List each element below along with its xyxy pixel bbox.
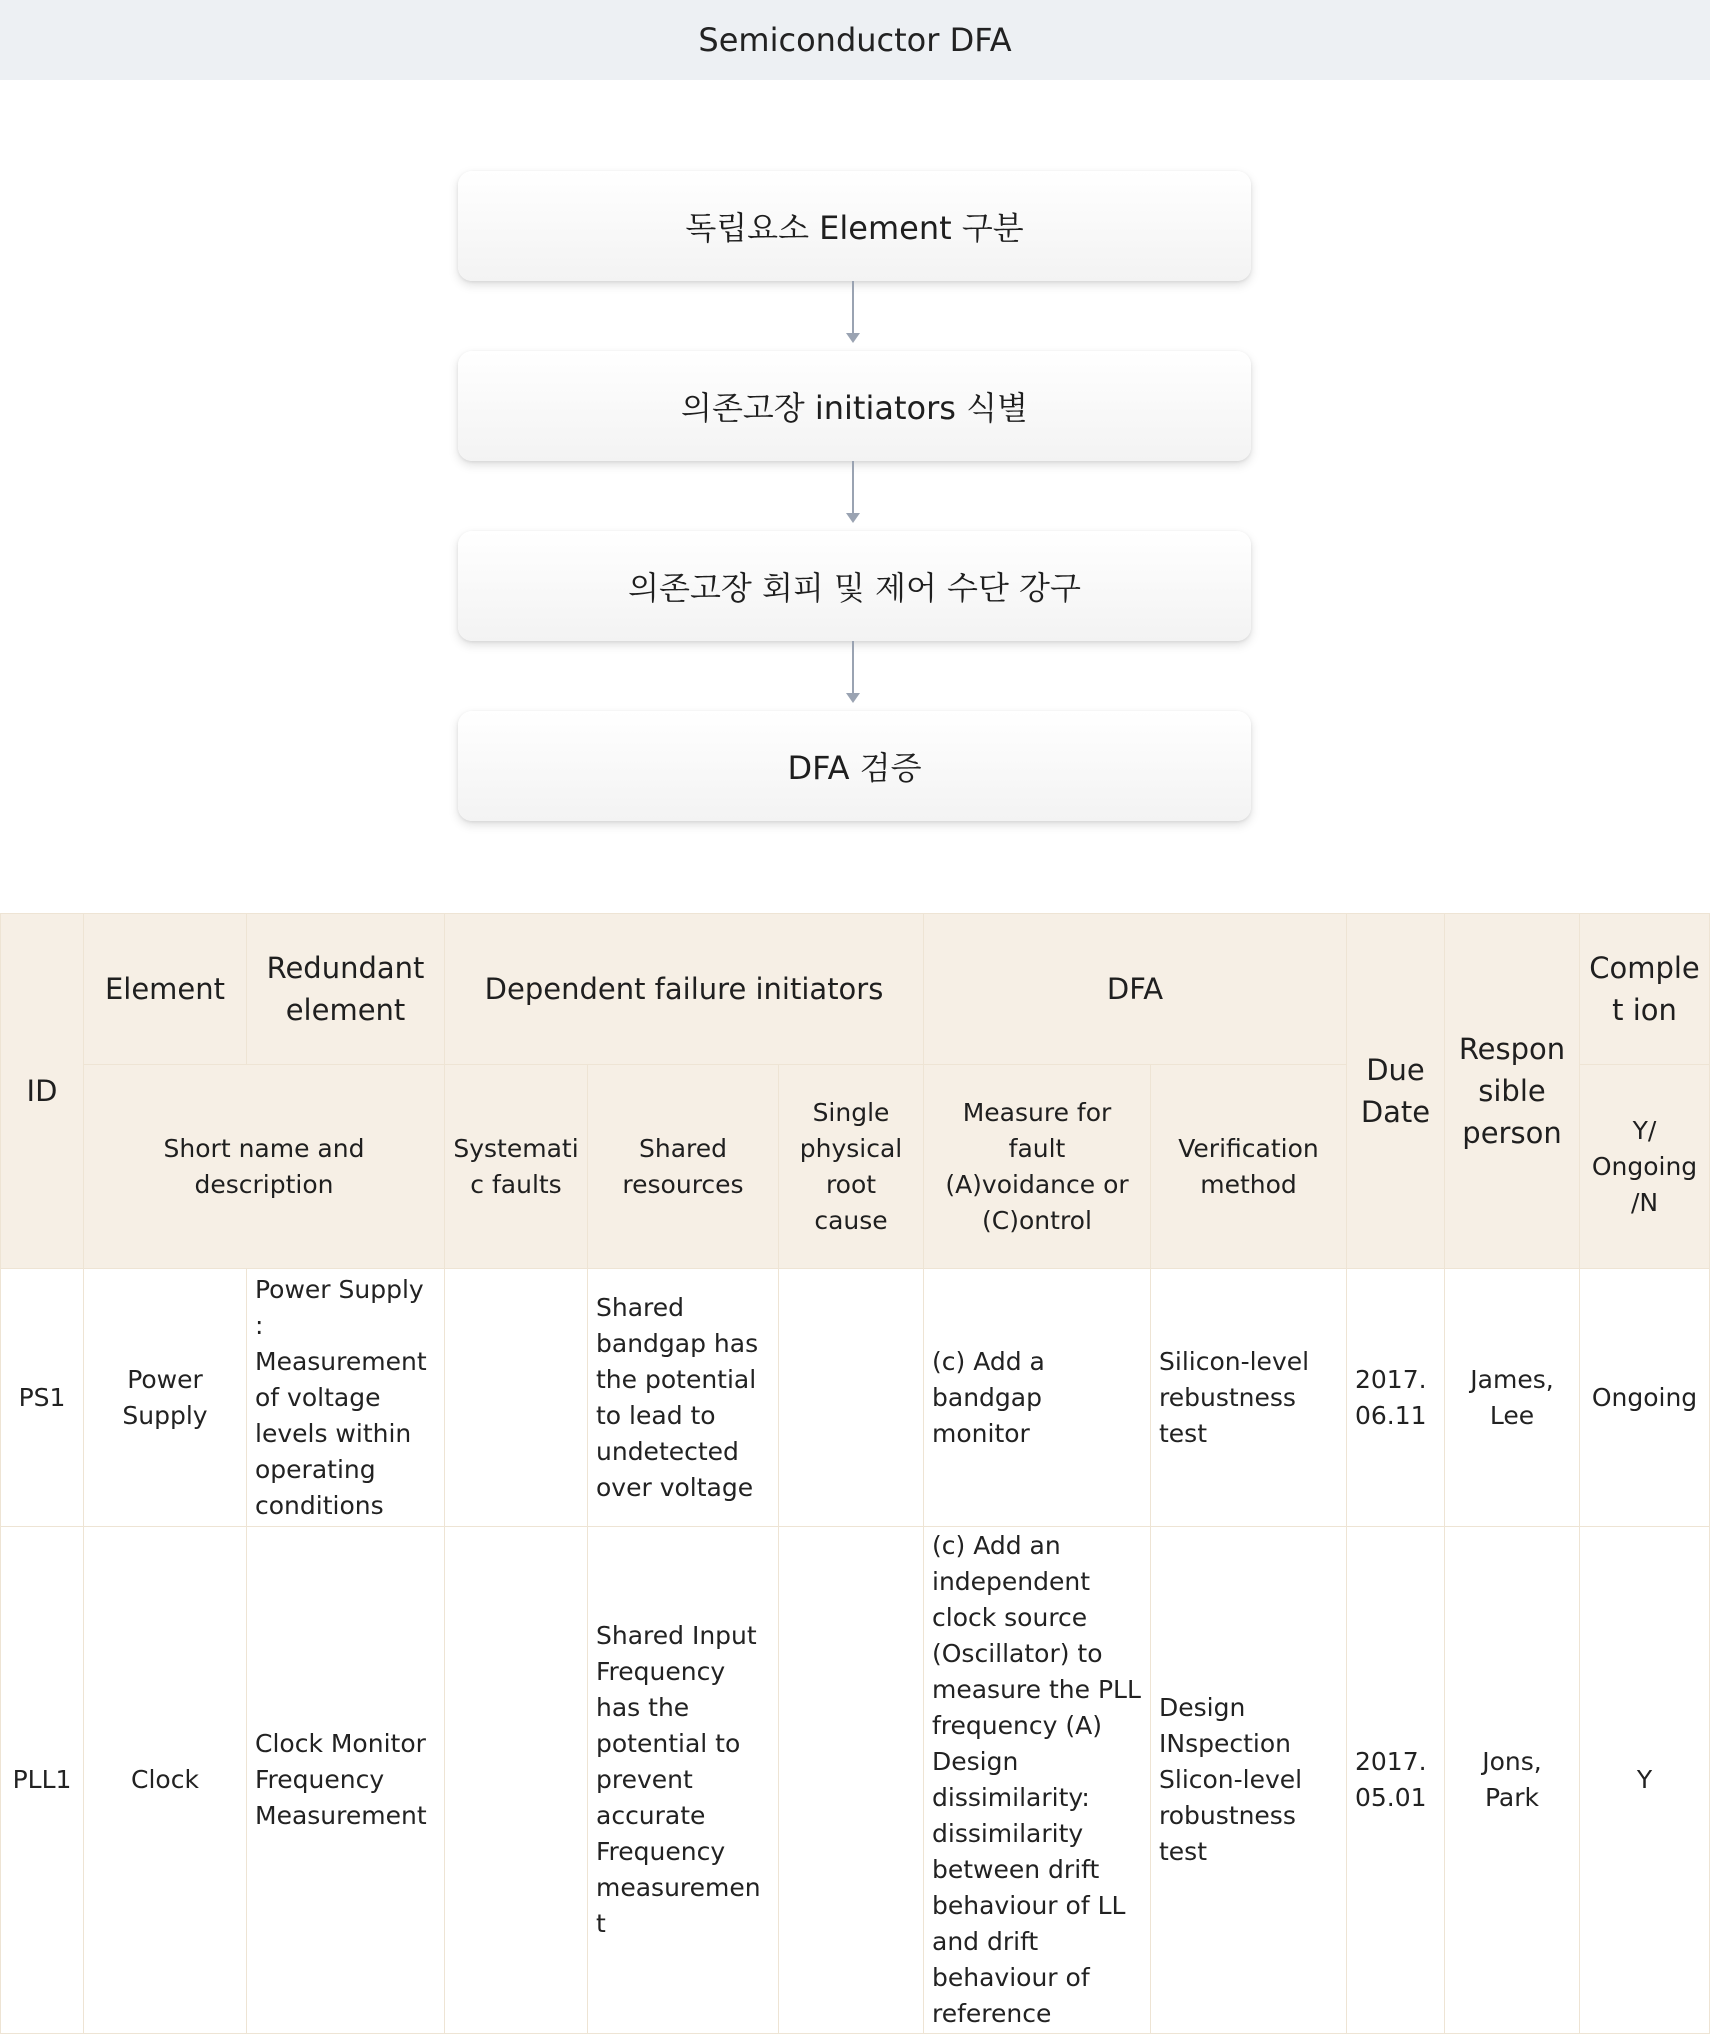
flow-step-initiator-identification: 의존고장 initiators 식별 xyxy=(458,351,1251,461)
cell-responsible-person: James, Lee xyxy=(1445,1269,1580,1527)
header-systematic-faults: Systematic faults xyxy=(445,1065,588,1269)
header-completion: Complet ion xyxy=(1580,914,1710,1065)
table-row xyxy=(1,1527,1710,2034)
flow-step-avoidance-control: 의존고장 회피 및 제어 수단 강구 xyxy=(458,531,1251,641)
header-due-date: Due Date xyxy=(1347,914,1445,1269)
cell-due-date: 2017.06.11 xyxy=(1347,1269,1445,1527)
cell-element: Power Supply xyxy=(84,1269,247,1527)
flow-arrow-down-icon xyxy=(852,641,854,701)
header-dependent-failure-initiators: Dependent failure initiators xyxy=(445,914,924,1065)
cell-systematic-faults xyxy=(445,1269,588,1527)
cell-verification-method: Design INspection Slicon-level robustness test xyxy=(1151,1527,1347,2034)
cell-element: Clock xyxy=(84,1527,247,2034)
cell-systematic-faults xyxy=(445,1527,588,2034)
cell-responsible-person: Jons, Park xyxy=(1445,1527,1580,2034)
cell-redundant-element: Clock Monitor Frequency Measurement xyxy=(247,1527,445,2034)
flow-step-dfa-verification: DFA 검증 xyxy=(458,711,1251,821)
cell-id: PLL1 xyxy=(1,1527,84,2034)
cell-due-date: 2017.05.01 xyxy=(1347,1527,1445,2034)
header-short-name: Short name and description xyxy=(84,1065,445,1269)
cell-measure: (c) Add an independent clock source (Oscillator) to measure the PLL frequency (A) Design dissimilarity: dissimilarity between drift behaviour of LL and drift behaviour of reference xyxy=(924,1527,1151,2034)
header-responsible-person: Respon sible person xyxy=(1445,914,1580,1269)
header-measure: Measure for fault (A)voidance or (C)ontrol xyxy=(924,1065,1151,1269)
header-redundant-element: Redundant element xyxy=(247,914,445,1065)
header-id: ID xyxy=(1,914,84,1269)
cell-single-physical-root-cause xyxy=(779,1527,924,2034)
dfa-table xyxy=(0,913,1710,2034)
cell-verification-method: Silicon-level rebustness test xyxy=(1151,1269,1347,1527)
cell-shared-resources: Shared Input Frequency has the potential to prevent accurate Frequency measurement xyxy=(588,1527,779,2034)
flow-arrow-down-icon xyxy=(852,461,854,521)
cell-measure: (c) Add a bandgap monitor xyxy=(924,1269,1151,1527)
header-single-physical-root-cause: Single physical root cause xyxy=(779,1065,924,1269)
page-header xyxy=(0,0,1710,80)
flow-step-element-separation: 독립요소 Element 구분 xyxy=(458,171,1251,281)
cell-completion: Y xyxy=(1580,1527,1710,2034)
table-row xyxy=(1,1269,1710,1527)
header-completion-values: Y/ Ongoing /N xyxy=(1580,1065,1710,1269)
header-shared-resources: Shared resources xyxy=(588,1065,779,1269)
flow-arrow-down-icon xyxy=(852,281,854,341)
cell-shared-resources: Shared bandgap has the potential to lead to undetected over voltage xyxy=(588,1269,779,1527)
header-element: Element xyxy=(84,914,247,1065)
page-title: Semiconductor DFA xyxy=(698,21,1012,59)
cell-id: PS1 xyxy=(1,1269,84,1527)
header-dfa: DFA xyxy=(924,914,1347,1065)
cell-single-physical-root-cause xyxy=(779,1269,924,1527)
cell-redundant-element: Power Supply : Measurement of voltage levels within operating conditions xyxy=(247,1269,445,1527)
header-verification-method: Verification method xyxy=(1151,1065,1347,1269)
cell-completion: Ongoing xyxy=(1580,1269,1710,1527)
